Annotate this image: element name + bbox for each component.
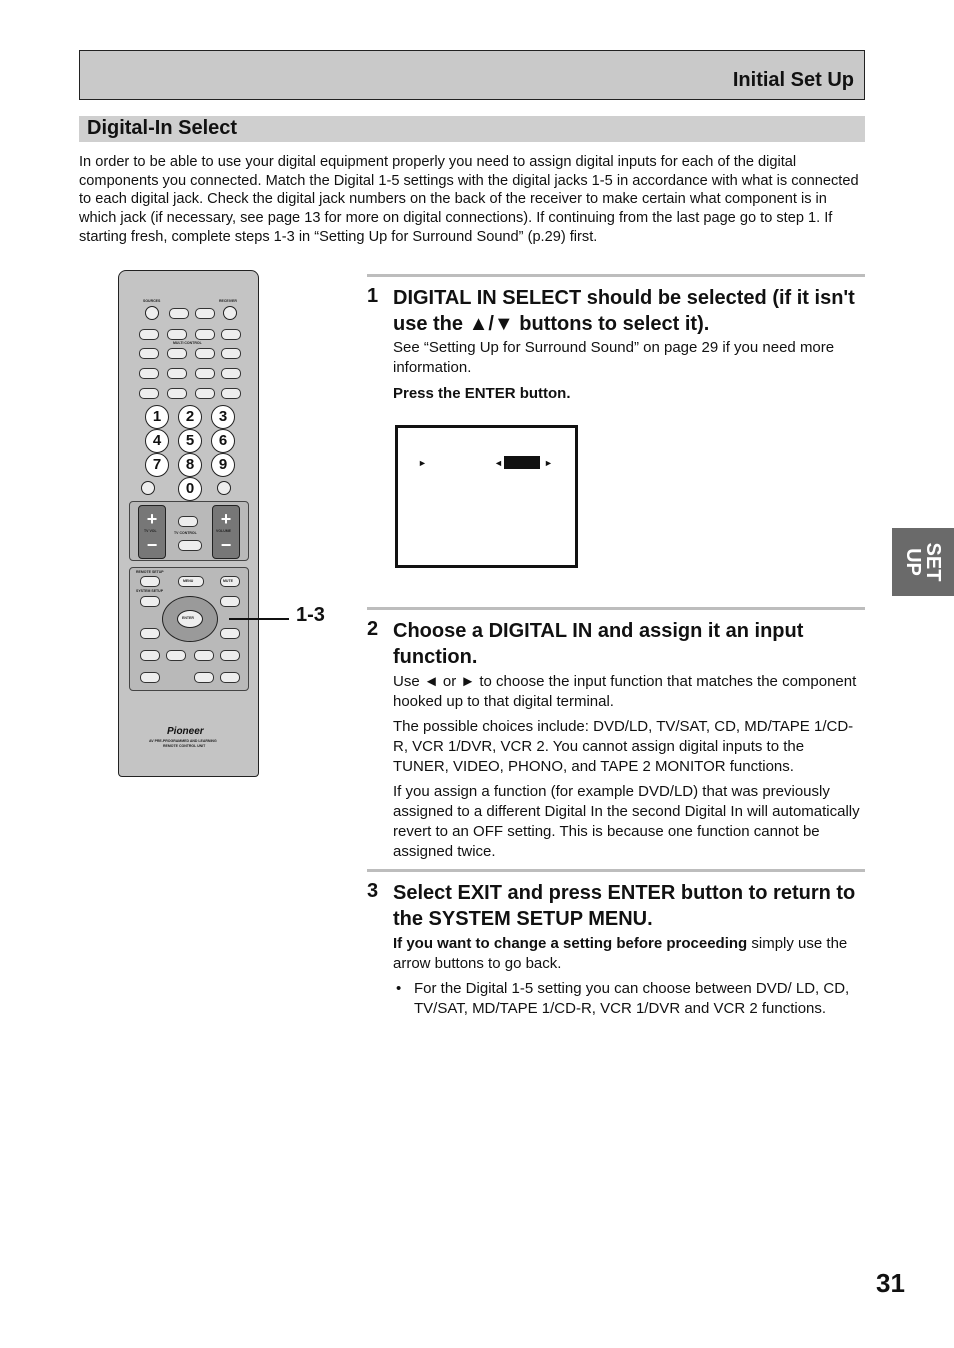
remote-brand-logo: Pioneer [167, 726, 204, 737]
remote-number-5: 5 [178, 429, 202, 453]
remote-input-button [195, 329, 215, 340]
header-title: Initial Set Up [732, 69, 854, 91]
remote-tv-power-button [178, 516, 198, 527]
step1-number: 1 [367, 285, 379, 307]
osd-right-arrow-icon: ► [544, 458, 553, 468]
remote-label-system-setup: SYSTEM SETUP [136, 589, 164, 593]
osd-selected-value [504, 456, 540, 469]
step1-text: See “Setting Up for Surround Sound” on page 29 if you need more information. [393, 339, 835, 376]
remote-input-att-button [140, 576, 160, 587]
header-band [79, 50, 865, 100]
remote-number-4: 4 [145, 429, 169, 453]
remote-label-enter: ENTER [182, 616, 194, 620]
remote-tv-func-button [178, 540, 202, 551]
step2-paragraph3: If you assign a function (for example DVD/LD) that was previously assigned to a different Digital In the second Digital In will automatically revert to an OFF setting. This is because one function cannot be assigned twice. [393, 783, 860, 860]
remote-label-remote-setup: REMOTE SETUP [136, 570, 164, 574]
remote-dpad [162, 596, 218, 642]
step2-rule [367, 607, 865, 610]
remote-small-button [220, 672, 240, 683]
remote-number-9: 9 [211, 453, 235, 477]
remote-small-button [169, 308, 189, 319]
step3-bullet-text: For the Digital 1-5 setting you can choose between DVD/ LD, CD, TV/SAT, MD/TAPE 1/CD-R, VCR 1/DVR and VCR 2 functions. [414, 980, 850, 1017]
remote-guide-button [141, 481, 155, 495]
side-tab [892, 528, 954, 596]
remote-number-2: 2 [178, 405, 202, 429]
remote-caption-line2: REMOTE CONTROL UNIT [163, 744, 206, 748]
remote-small-button [220, 628, 240, 639]
remote-transport-button [167, 368, 187, 379]
step1-bold: Press the ENTER button. [393, 385, 571, 402]
remote-transport-button [139, 388, 159, 399]
step3-note-text: simply use the arrow buttons to go back. [393, 935, 848, 972]
remote-label-menu: MENU [183, 579, 194, 583]
remote-number-6: 6 [211, 429, 235, 453]
remote-small-button [140, 650, 160, 661]
remote-caption-line1: AV PRE-PROGRAMMED AND LEARNING [149, 739, 217, 743]
intro-paragraph: In order to be able to use your digital equipment properly you need to assign digital inputs for each of the digital components you connected. Match the Digital 1-5 settings with the digital jacks 1-5 in accordance with what is connected to each digital jack. Check the digital jack numbers on the back of the receiver to make certain what component is in which jack (if necessary, see page 13 for more on digital connections). If continuing from the last page go to step 1. If starting fresh, complete steps 1-3 in “Setting Up for Surround Sound” (p.29) first. [79, 154, 859, 245]
remote-transport-button [195, 388, 215, 399]
osd-cursor-icon: ► [418, 458, 427, 468]
remote-label-tv-vol: TV VOL [144, 529, 157, 533]
remote-receiver-power-button [223, 306, 237, 320]
remote-setup-panel [129, 567, 249, 691]
page-number: 31 [876, 1268, 905, 1298]
step3-rule [367, 869, 865, 872]
step1-heading: DIGITAL IN SELECT should be selected (if it isn't use the ▲/▼ buttons to select it). [393, 287, 855, 335]
remote-number-1: 1 [145, 405, 169, 429]
remote-menu-button [217, 481, 231, 495]
callout-label: 1-3 [296, 604, 325, 626]
remote-number-8: 8 [178, 453, 202, 477]
remote-small-button [220, 650, 240, 661]
step3-number: 3 [367, 880, 379, 902]
remote-small-button [140, 628, 160, 639]
step3-note-bold: If you want to change a setting before proceeding [393, 935, 748, 952]
remote-monitor-key [220, 596, 240, 607]
remote-small-button [194, 672, 214, 683]
remote-transport-button [167, 388, 187, 399]
remote-transport-button [221, 388, 241, 399]
remote-control-illustration [118, 270, 259, 777]
remote-tv-panel [129, 501, 249, 561]
remote-volume-rocker: + − [212, 505, 240, 559]
side-tab-line1: SET [922, 542, 944, 582]
remote-transport-button [139, 368, 159, 379]
step2-number: 2 [367, 618, 379, 640]
callout-line [229, 618, 289, 620]
remote-label-volume: VOLUME [216, 529, 231, 533]
remote-input-button [195, 348, 215, 359]
remote-label-mute: MUTE [223, 579, 233, 583]
remote-input-button [221, 329, 241, 340]
step1-rule [367, 274, 865, 277]
step3-bullet-icon: • [396, 980, 402, 997]
remote-number-7: 7 [145, 453, 169, 477]
remote-label-tv-control: TV CONTROL [174, 531, 197, 535]
remote-small-button [166, 650, 186, 661]
step2-heading: Choose a DIGITAL IN and assign it an input function. [393, 620, 804, 668]
remote-input-button [139, 348, 159, 359]
remote-input-button [167, 329, 187, 340]
remote-small-button [194, 650, 214, 661]
remote-number-0: 0 [178, 477, 202, 501]
remote-label-multi-control: MULTI CONTROL [173, 341, 202, 345]
remote-input-button [221, 348, 241, 359]
section-title: Digital-In Select [87, 117, 238, 139]
remote-input-button [139, 329, 159, 340]
remote-transport-button [221, 368, 241, 379]
remote-small-button [140, 672, 160, 683]
osd-screen [395, 425, 578, 568]
step2-paragraph1: Use ◄ or ► to choose the input function that matches the component hooked up to that digital terminal. [393, 673, 857, 710]
osd-left-arrow-icon: ◄ [494, 458, 503, 468]
section-bar [79, 116, 865, 142]
remote-label-sources: SOURCES [143, 299, 161, 303]
step3-note [393, 934, 863, 974]
step3-heading: Select EXIT and press ENTER button to return to the SYSTEM SETUP MENU. [393, 882, 856, 930]
side-tab-line2: UP [902, 548, 924, 576]
remote-number-3: 3 [211, 405, 235, 429]
remote-small-button [195, 308, 215, 319]
remote-setup-key [140, 596, 160, 607]
step2-paragraph2: The possible choices include: DVD/LD, TV/SAT, CD, MD/TAPE 1/CD-R, VCR 1/DVR, VCR 2. You cannot assign digital inputs to the TUNER, VIDEO, PHONO, and TAPE 2 MONITOR functions. [393, 718, 854, 775]
remote-transport-button [195, 368, 215, 379]
remote-source-power-button [145, 306, 159, 320]
remote-label-receiver: RECEIVER [219, 299, 237, 303]
remote-input-button [167, 348, 187, 359]
remote-tv-vol-rocker: + − [138, 505, 166, 559]
